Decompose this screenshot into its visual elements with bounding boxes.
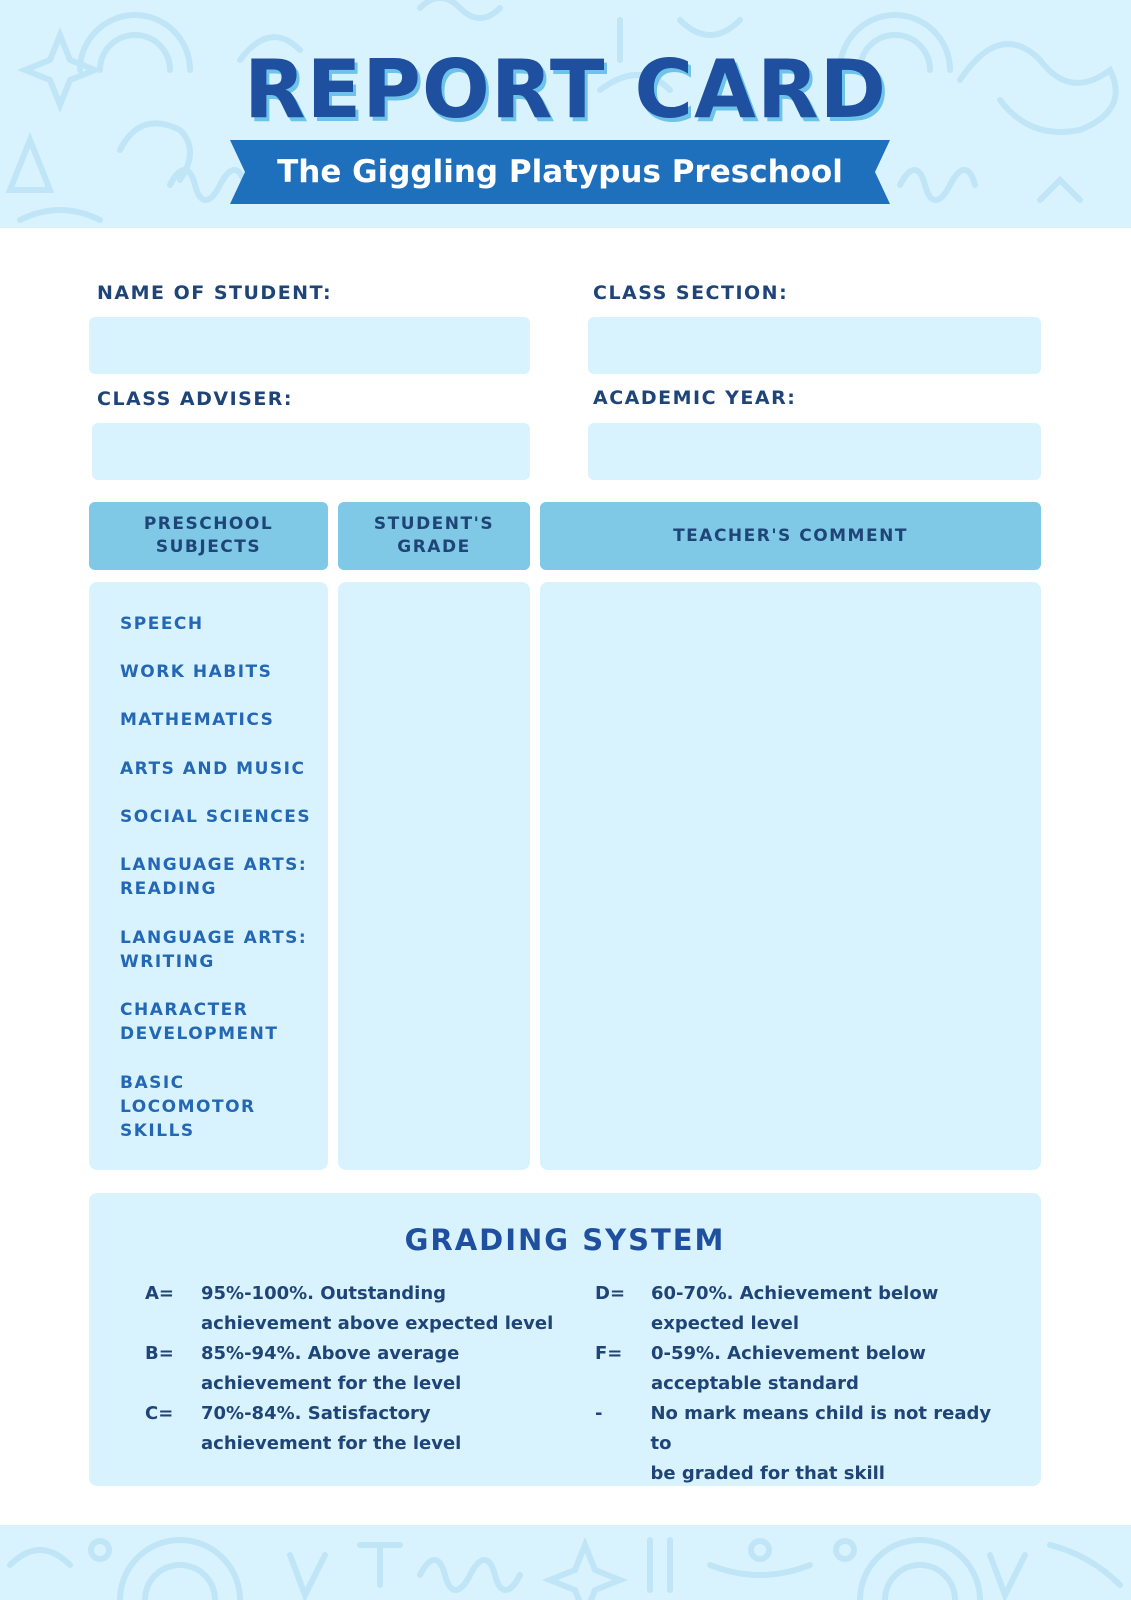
grade-row [145, 1339, 565, 1399]
grade-description: No mark means child is not ready to be graded for that skill [650, 1403, 992, 1484]
grade-description: 60-70%. Achievement below expected level [651, 1283, 939, 1334]
subject-item: SPEECH [120, 614, 204, 634]
subject-item: BASIC LOCOMOTOR SKILLS [120, 1073, 256, 1141]
student-name-field[interactable] [89, 317, 530, 374]
class-section-label: CLASS SECTION: [593, 282, 789, 304]
grade-key: D= [595, 1283, 626, 1304]
grading-title: GRADING SYSTEM [404, 1223, 726, 1257]
grade-description: 70%-84%. Satisfactory achievement for the level [201, 1403, 462, 1454]
class-adviser-label: CLASS ADVISER: [97, 388, 294, 410]
doodle-pattern-icon [0, 1525, 1131, 1600]
grade-key: C= [145, 1403, 174, 1424]
grade-key: A= [145, 1283, 175, 1304]
student-name-label: NAME OF STUDENT: [97, 282, 333, 304]
subject-item: WORK HABITS [120, 662, 273, 682]
comment-column[interactable] [540, 582, 1041, 1170]
grade-key: F= [595, 1343, 623, 1364]
school-name: The Giggling Platypus Preschool [277, 154, 843, 190]
subject-item: LANGUAGE ARTS: WRITING [120, 928, 308, 972]
grade-description: 95%-100%. Outstanding achievement above expected level [201, 1283, 554, 1334]
page-title: REPORT CARD [244, 43, 887, 136]
grade-row [595, 1339, 1015, 1399]
grade-row [145, 1399, 565, 1459]
grading-left-column [145, 1279, 565, 1459]
school-ribbon [230, 140, 890, 204]
grade-key: B= [145, 1343, 174, 1364]
subject-item: SOCIAL SCIENCES [120, 807, 312, 827]
grade-row [595, 1279, 1015, 1339]
class-adviser-field[interactable] [92, 423, 530, 480]
grade-description: 0-59%. Achievement below acceptable standard [651, 1343, 926, 1394]
subjects-header: PRESCHOOL SUBJECTS [89, 502, 328, 570]
grade-column[interactable] [338, 582, 530, 1170]
footer-background [0, 1525, 1131, 1600]
grading-system-panel [89, 1193, 1041, 1486]
subject-item: ARTS AND MUSIC [120, 759, 306, 779]
academic-year-label: ACADEMIC YEAR: [593, 387, 797, 409]
comment-header: TEACHER'S COMMENT [540, 502, 1041, 570]
grading-right-column [595, 1279, 1015, 1489]
grade-description: 85%-94%. Above average achievement for the level [201, 1343, 462, 1394]
grade-key: - [595, 1403, 603, 1424]
grade-header: STUDENT'S GRADE [338, 502, 530, 570]
subject-item: MATHEMATICS [120, 710, 275, 730]
grade-row [145, 1279, 565, 1339]
grade-row [595, 1399, 1015, 1489]
subject-item: CHARACTER DEVELOPMENT [120, 1000, 279, 1044]
academic-year-field[interactable] [588, 423, 1041, 480]
class-section-field[interactable] [588, 317, 1041, 374]
subject-item: LANGUAGE ARTS: READING [120, 855, 308, 899]
